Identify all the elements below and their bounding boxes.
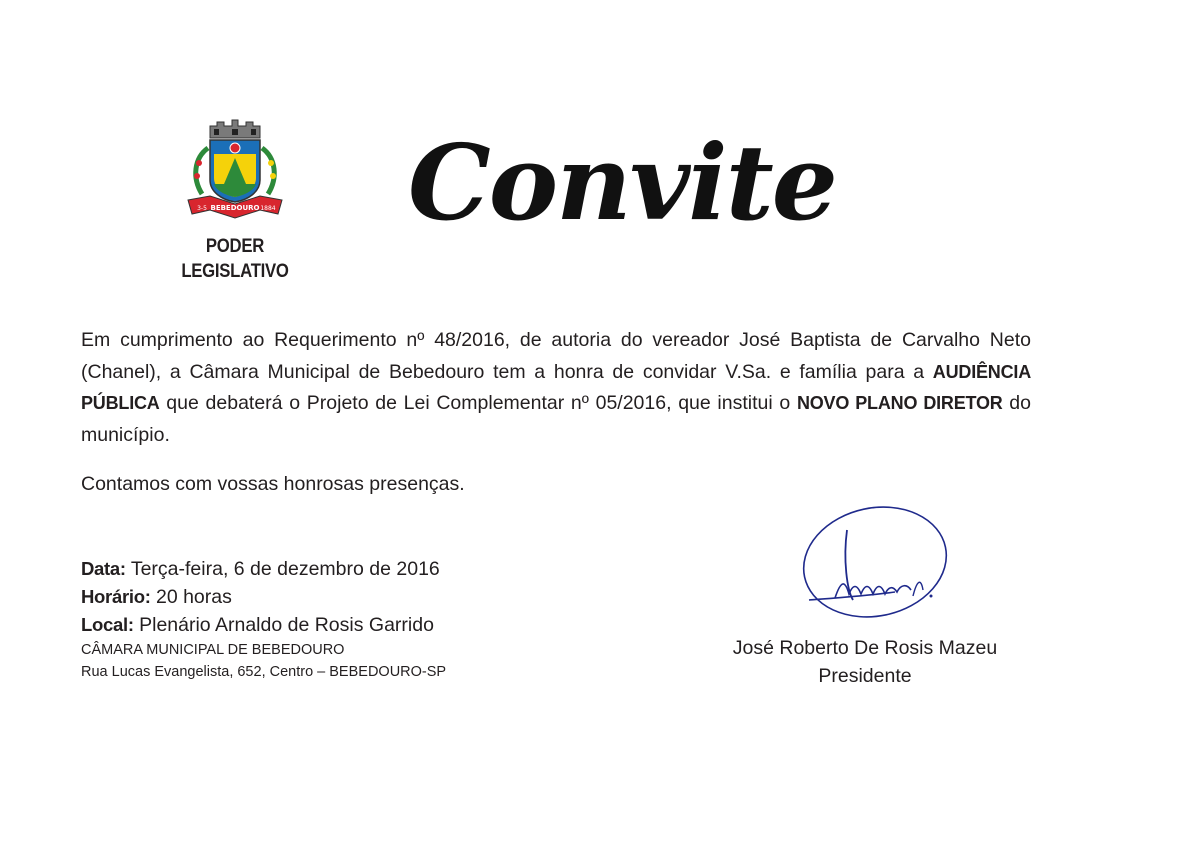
time-row bbox=[81, 583, 446, 611]
place-row bbox=[81, 611, 446, 639]
plan-name-bold: NOVO PLANO DIRETOR bbox=[796, 393, 1003, 413]
closing-line: Contamos com vossas honrosas presenças. bbox=[81, 473, 465, 495]
handwritten-signature bbox=[795, 500, 965, 630]
page-title: Convite bbox=[408, 121, 836, 244]
place-value: Plenário Arnaldo de Rosis Garrido bbox=[133, 614, 434, 636]
venue-address: Rua Lucas Evangelista, 652, Centro – BEBEDOURO-SP bbox=[81, 664, 447, 680]
emblem-year-right: 1884 bbox=[260, 205, 276, 212]
date-label: Data: bbox=[81, 558, 126, 579]
signer-block bbox=[710, 634, 1020, 690]
municipal-crest-icon bbox=[180, 118, 290, 224]
venue-name: CÂMARA MUNICIPAL DE BEBEDOURO bbox=[81, 642, 345, 658]
emblem-ribbon-text: BEBEDOURO bbox=[210, 204, 260, 212]
paragraph-text-1: Em cumprimento ao Requerimento nº 48/2016, de autoria do vereador José Baptista de Carvalho Neto (Chanel), a Câmara Municipal de Bebedouro tem a honra de convidar V.Sa. e família para a bbox=[81, 329, 1031, 383]
signer-name: José Roberto De Rosis Mazeu bbox=[732, 637, 998, 659]
time-value: 20 horas bbox=[150, 586, 232, 608]
emblem-year-left: 3-5 bbox=[197, 205, 207, 212]
signer-role: Presidente bbox=[818, 665, 912, 687]
paragraph-text-2: que debaterá o Projeto de Lei Complementar nº 05/2016, que institui o bbox=[159, 392, 797, 414]
org-name-line1: PODER bbox=[205, 236, 265, 257]
event-details bbox=[81, 555, 446, 683]
date-row bbox=[81, 555, 446, 583]
logo-block bbox=[170, 118, 300, 284]
invitation-paragraph bbox=[81, 325, 1031, 451]
time-label: Horário: bbox=[81, 586, 151, 607]
date-value: Terça-feira, 6 de dezembro de 2016 bbox=[125, 558, 440, 580]
event-name-bold: AUDIÊNCIA PÚBLICA bbox=[81, 361, 1031, 413]
paragraph-text-3: do município. bbox=[81, 392, 1031, 446]
org-name-line2: LEGISLATIVO bbox=[181, 261, 289, 282]
place-label: Local: bbox=[81, 614, 134, 635]
